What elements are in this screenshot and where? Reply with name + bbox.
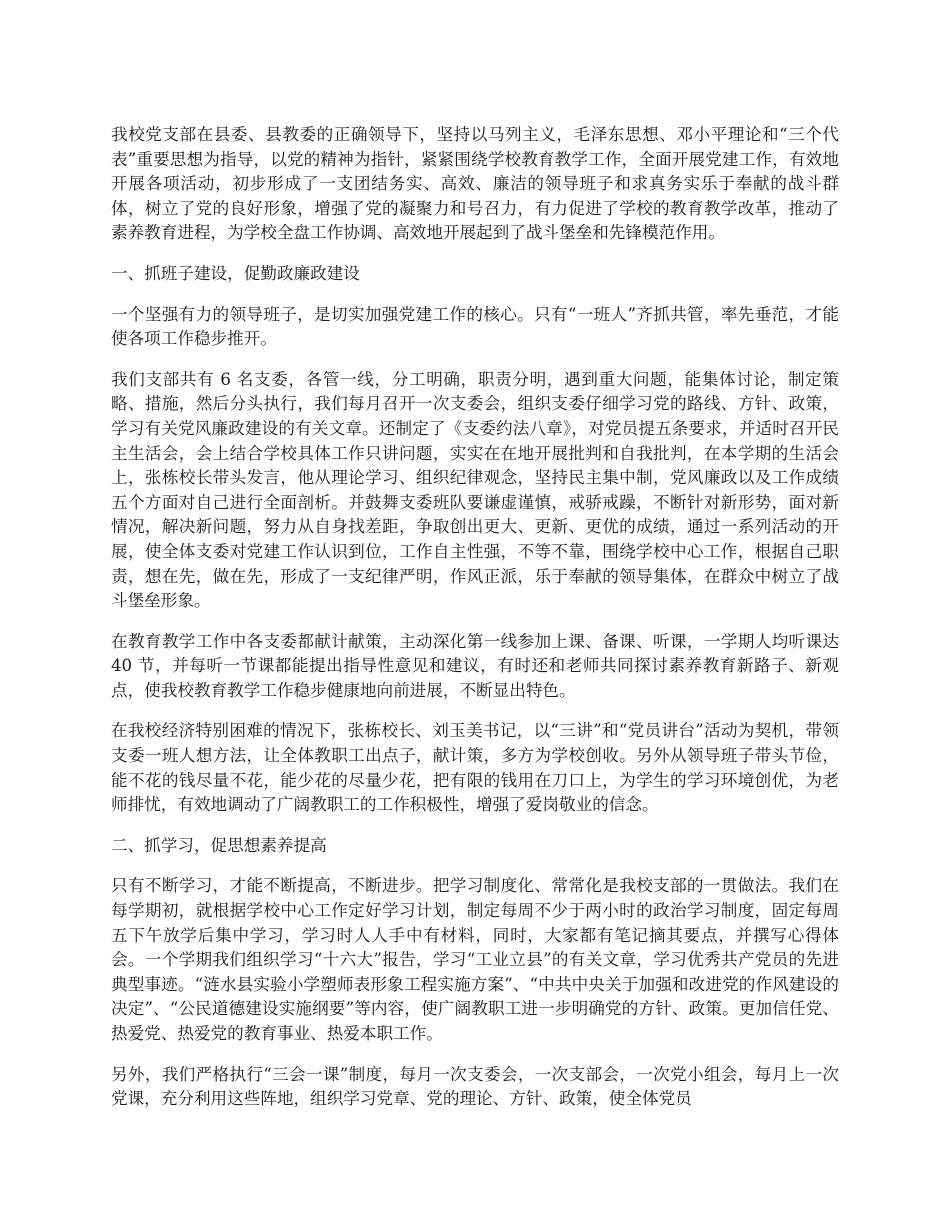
intro-paragraph: 我校党支部在县委、县教委的正确领导下，坚持以马列主义，毛泽东思想、邓小平理论和“三个代表”重要思想为指导，以党的精神为指针，紧紧围绕学校教育教学工作，全面开展党建工作，有效地开展各项活动，初步形成了一支团结务实、高效、廉洁的领导班子和求真务实乐于奉献的战斗群体，树立了党的良好形象，增强了党的凝聚力和号召力，有力促进了学校的教育教学改革，推动了素养教育进程，为学校全盘工作协调、高效地开展起到了战斗堡垒和先锋模范作用。 bbox=[111, 125, 839, 243]
body-paragraph: 我们支部共有 6 名支委，各管一线，分工明确，职责分明，遇到重大问题，能集体讨论，制定策略、措施，然后分头执行，我们每月召开一次支委会，组织支委仔细学习党的路线、方针、政策，学习有关党风廉政建设的有关文章。还制定了《支委约法八章》，对党员提五条要求，并适时召开民主生活会，会上结合学校具体工作只讲问题，实实在在地开展批判和自我批判，在本学期的生活会上，张栋校长带头发言，他从理论学习、组织纪律观念，坚持民主集中制，党风廉政以及工作成绩五个方面对自己进行全面剖析。并鼓舞支委班队要谦虚谨慎，戒骄戒躁，不断针对新形势，面对新情况，解决新问题，努力从自身找差距，争取创出更大、更新、更优的成绩，通过一系列活动的开展，使全体支委对党建工作认识到位，工作自主性强，不等不靠，围绕学校中心工作，根据自己职责，想在先，做在先，形成了一支纪律严明，作风正派，乐于奉献的领导集体，在群众中树立了战斗堡垒形象。 bbox=[111, 369, 839, 611]
body-paragraph: 只有不断学习，才能不断提高，不断进步。把学习制度化、常常化是我校支部的一贯做法。我们在每学期初，就根据学校中心工作定好学习计划，制定每周不少于两小时的政治学习制度，固定每周五下午放学后集中学习，学习时人人手中有材料，同时，大家都有笔记摘其要点，并撰写心得体会。一个学期我们组织学习“十六大”报告，学习“工业立县”的有关文章，学习优秀共产党员的先进典型事迹。“涟水县实验小学塑师表形象工程实施方案”、“中共中央关于加强和改进党的作风建设的决定”、“公民道德建设实施纲要”等内容，使广阔教职工进一步明确党的方针、政策。更加信任党、热爱党、热爱党的教育事业、热爱本职工作。 bbox=[111, 876, 839, 1043]
document-body bbox=[111, 123, 839, 1128]
section-heading-2: 二、抓学习，促思想素养提高 bbox=[111, 835, 327, 855]
body-paragraph: 在我校经济特别困难的情况下，张栋校长、刘玉美书记，以“三讲”和“党员讲台”活动为契机，带领支委一班人想方法，让全体教职工出点子，献计策，多方为学校创收。另外从领导班子带头节俭，能不花的钱尽量不花，能少花的尽量少花，把有限的钱用在刀口上，为学生的学习环境创优，为老师排忧，有效地调动了广阔教职工的工作积极性，增强了爱岗敬业的信念。 bbox=[111, 721, 839, 815]
body-paragraph: 在教育教学工作中各支委都献计献策，主动深化第一线参加上课、备课、听课，一学期人均听课达 40 节，并每听一节课都能提出指导性意见和建议，有时还和老师共同探讨素养教育新路子、新观点，使我校教育教学工作稳步健康地向前进展，不断显出特色。 bbox=[111, 631, 839, 700]
body-paragraph: 另外，我们严格执行“三会一课”制度，每月一次支委会，一次支部会，一次党小组会，每月上一次党课，充分利用这些阵地，组织学习党章、党的理论、方针、政策，使全体党员 bbox=[111, 1064, 839, 1109]
body-paragraph: 一个坚强有力的领导班子，是切实加强党建工作的核心。只有“一班人”齐抓共管，率先垂范，才能使各项工作稳步推开。 bbox=[111, 304, 839, 349]
section-heading-1: 一、抓班子建设，促勤政廉政建设 bbox=[111, 263, 360, 283]
